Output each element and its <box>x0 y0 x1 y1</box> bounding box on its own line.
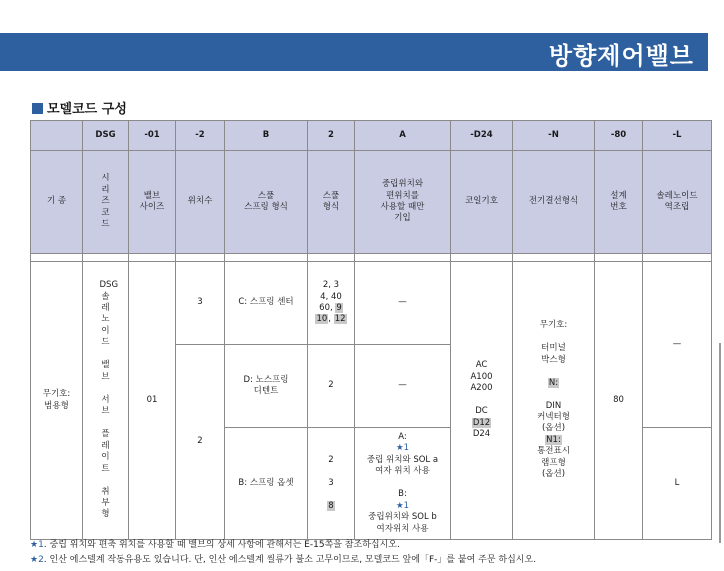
code-cell: A <box>355 121 451 151</box>
footnote: ★1. 중립 위치와 편축 위치를 사용할 때 밸브의 상세 사항에 관해서는 E-15쪽을 참조하십시오. <box>30 540 400 550</box>
neutral-cell: A: ★1 중립 위치와 SOL a 여자 위치 사용 B: ★1 중립위치와 SOL b 여자위치 사용 <box>355 428 451 540</box>
solenoid-cell: L <box>643 428 712 540</box>
series-header: 시 리 즈 코 드 <box>83 151 129 254</box>
spool-type-cell: 2, 3 4, 40 60, 9 10, 12 <box>308 262 355 345</box>
description-row <box>31 151 712 254</box>
code-cell: -L <box>643 121 712 151</box>
coil-cell: AC A100 A200 DC D12 D24 <box>451 262 513 540</box>
spool-cell: B: 스프링 옵셋 <box>225 428 308 540</box>
code-cell: DSG <box>83 121 129 151</box>
size-header: 밸브 사이즈 <box>129 151 176 254</box>
footnote: ★2. 인산 에스텔계 작동유용도 있습니다. 단, 인산 에스텔계 씰류가 불소 고무이므로, 모델코드 앞에「F-」를 붙여 주문 하십시오. <box>30 555 537 565</box>
blank-header-cell <box>31 121 83 151</box>
code-cell: -01 <box>129 121 176 151</box>
spool-cell: D: 노스프링 디텐트 <box>225 345 308 428</box>
neutral-cell: — <box>355 262 451 345</box>
solenoid-cell: — <box>643 262 712 428</box>
code-cell: 2 <box>308 121 355 151</box>
size-cell: 01 <box>129 262 176 540</box>
wiring-header: 전기결선형식 <box>513 151 595 254</box>
section-title: 모델코드 구성 <box>47 102 127 117</box>
spool-type-cell: 2 <box>308 345 355 428</box>
neutral-cell: — <box>355 345 451 428</box>
positions-header: 위치수 <box>176 151 225 254</box>
positions-cell: 2 <box>176 345 225 540</box>
code-cell: -80 <box>595 121 643 151</box>
page-title: 방향제어밸브 <box>548 42 694 70</box>
kind-header: 기 종 <box>31 151 83 254</box>
code-cell: -N <box>513 121 595 151</box>
coil-header: 코일기호 <box>451 151 513 254</box>
model-code-table <box>30 120 712 540</box>
code-cell: B <box>225 121 308 151</box>
side-marker <box>719 343 721 543</box>
kind-cell: 무기호: 범용형 <box>31 262 83 540</box>
header-banner <box>0 33 708 71</box>
footnotes <box>30 538 536 568</box>
series-cell: DSG 솔 레 노 이 드 밸 브 서 브 플 레 이 트 취 부 형 <box>83 262 129 540</box>
spool-cell: C: 스프링 센터 <box>225 262 308 345</box>
table-row <box>31 262 712 345</box>
spool-type-header: 스풀 형식 <box>308 151 355 254</box>
design-header: 설계 번호 <box>595 151 643 254</box>
design-cell: 80 <box>595 262 643 540</box>
solenoid-header: 솔레노이드 역조립 <box>643 151 712 254</box>
code-cell: -2 <box>176 121 225 151</box>
neutral-header: 중립위치와 편위치를 사용할 때만 기입 <box>355 151 451 254</box>
positions-cell: 3 <box>176 262 225 345</box>
wiring-cell: 무기호: 터미널 박스형 N: DIN 커넥터형 (옵션) N1: 통전표시 램프형 (옵션) <box>513 262 595 540</box>
spool-header: 스풀 스프링 형식 <box>225 151 308 254</box>
spool-type-cell: 2 3 8 <box>308 428 355 540</box>
code-row <box>31 121 712 151</box>
gap-row <box>31 254 712 262</box>
code-cell: -D24 <box>451 121 513 151</box>
square-bullet-icon <box>32 103 43 114</box>
section-heading <box>32 98 127 117</box>
